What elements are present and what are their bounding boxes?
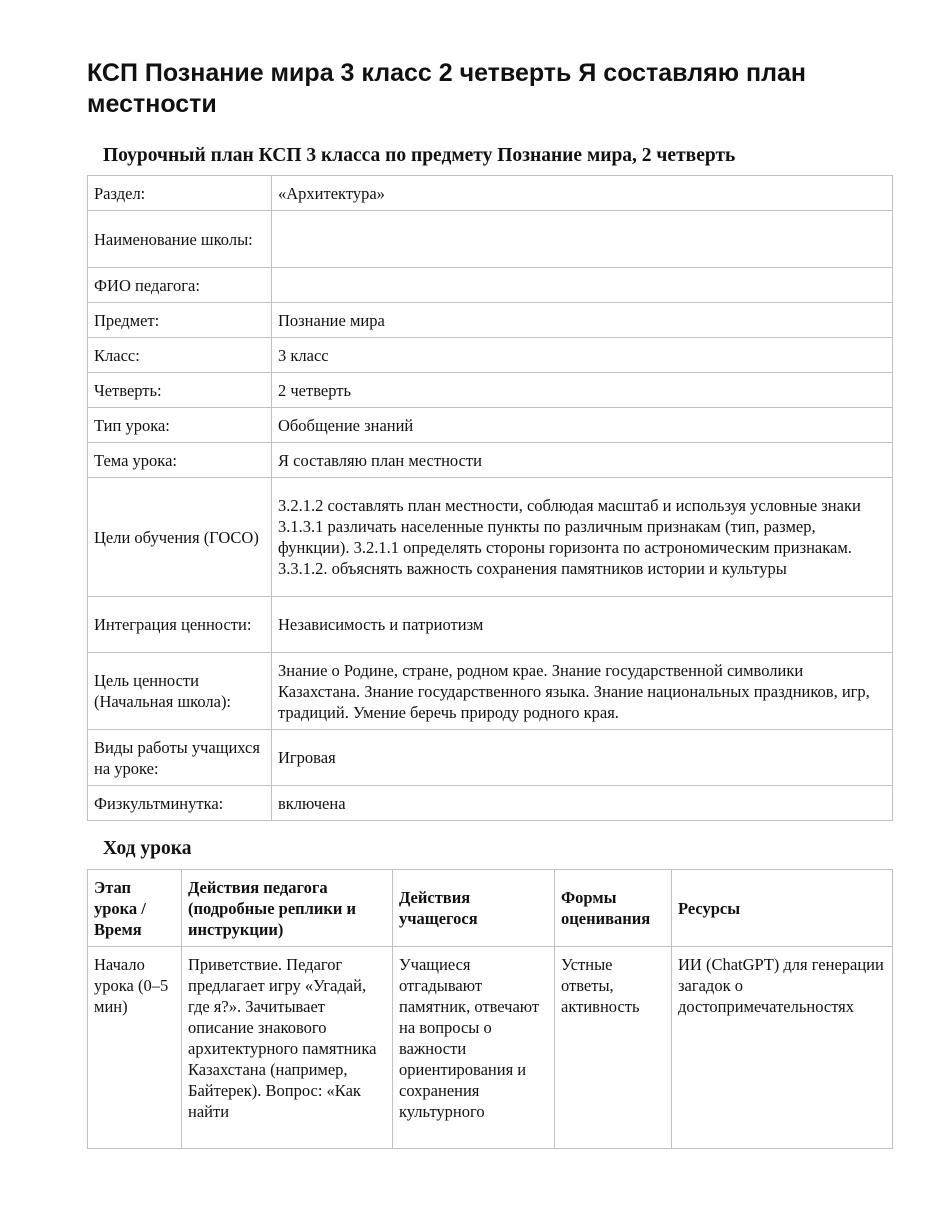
table-row xyxy=(88,478,893,597)
table-row xyxy=(88,947,893,1149)
column-header-resources: Ресурсы xyxy=(672,870,893,947)
table-row xyxy=(88,338,893,373)
table-row xyxy=(88,408,893,443)
lesson-plan-subtitle: Поурочный план КСП 3 класса по предмету Познание мира, 2 четверть xyxy=(103,145,736,166)
column-header-teacher-actions: Действия педагога (подробные реплики и инструкции) xyxy=(182,870,393,947)
column-header-student-actions: Действия учащегося xyxy=(393,870,555,947)
info-label: Физкультминутка: xyxy=(88,786,272,821)
lesson-flow-title: Ход урока xyxy=(103,838,192,859)
info-label: Интеграция ценности: xyxy=(88,597,272,653)
info-label: Тема урока: xyxy=(88,443,272,478)
info-label: Цели обучения (ГОСО) xyxy=(88,478,272,597)
table-header-row xyxy=(88,870,893,947)
info-value: 3 класс xyxy=(272,338,893,373)
table-row xyxy=(88,730,893,786)
document-title: КСП Познание мира 3 класс 2 четверть Я составляю план местности xyxy=(87,59,806,118)
info-value: Игровая xyxy=(272,730,893,786)
info-label: Виды работы учащихся на уроке: xyxy=(88,730,272,786)
resources-cell: ИИ (ChatGPT) для генерации загадок о достопримечательностях xyxy=(672,947,893,1149)
info-value: Обобщение знаний xyxy=(272,408,893,443)
table-row xyxy=(88,303,893,338)
info-value: включена xyxy=(272,786,893,821)
info-value: Я составляю план местности xyxy=(272,443,893,478)
student-actions-cell: Учащиеся отгадывают памятник, отвечают на вопросы о важности ориентирования и сохранения культурного xyxy=(393,947,555,1149)
table-row xyxy=(88,176,893,211)
table-row xyxy=(88,268,893,303)
table-row xyxy=(88,211,893,268)
info-value: Познание мира xyxy=(272,303,893,338)
info-label: Класс: xyxy=(88,338,272,373)
lesson-flow-table xyxy=(87,869,893,1149)
table-row xyxy=(88,373,893,408)
info-label: Тип урока: xyxy=(88,408,272,443)
info-value: Знание о Родине, стране, родном крае. Знание государственной символики Казахстана. Знание государственного языка. Знание национальных праздников, игр, традиций. Умение беречь природу родного края. xyxy=(272,653,893,730)
table-row xyxy=(88,786,893,821)
info-value: «Архитектура» xyxy=(272,176,893,211)
document-page xyxy=(87,0,893,1149)
info-value: 3.2.1.2 составлять план местности, соблюдая масштаб и используя условные знаки 3.1.3.1 различать населенные пункты по различным признакам (тип, размер, функции). 3.2.1.1 определять стороны горизонта по астрономическим признакам. 3.3.1.2. объяснять важность сохранения памятников истории и культуры xyxy=(272,478,893,597)
info-label: ФИО педагога: xyxy=(88,268,272,303)
lesson-info-table xyxy=(87,175,893,821)
stage-cell: Начало урока (0–5 мин) xyxy=(88,947,182,1149)
info-value: Независимость и патриотизм xyxy=(272,597,893,653)
table-row xyxy=(88,597,893,653)
table-row xyxy=(88,443,893,478)
teacher-actions-cell: Приветствие. Педагог предлагает игру «Угадай, где я?». Зачитывает описание знакового архитектурного памятника Казахстана (например, Байтерек). Вопрос: «Как найти xyxy=(182,947,393,1149)
info-label: Четверть: xyxy=(88,373,272,408)
info-label: Предмет: xyxy=(88,303,272,338)
info-label: Цель ценности (Начальная школа): xyxy=(88,653,272,730)
info-value: 2 четверть xyxy=(272,373,893,408)
column-header-assessment: Формы оценивания xyxy=(555,870,672,947)
table-row xyxy=(88,653,893,730)
info-label: Наименование школы: xyxy=(88,211,272,268)
info-value xyxy=(272,211,893,268)
info-label: Раздел: xyxy=(88,176,272,211)
info-value xyxy=(272,268,893,303)
assessment-cell: Устные ответы, активность xyxy=(555,947,672,1149)
column-header-stage: Этап урока / Время xyxy=(88,870,182,947)
